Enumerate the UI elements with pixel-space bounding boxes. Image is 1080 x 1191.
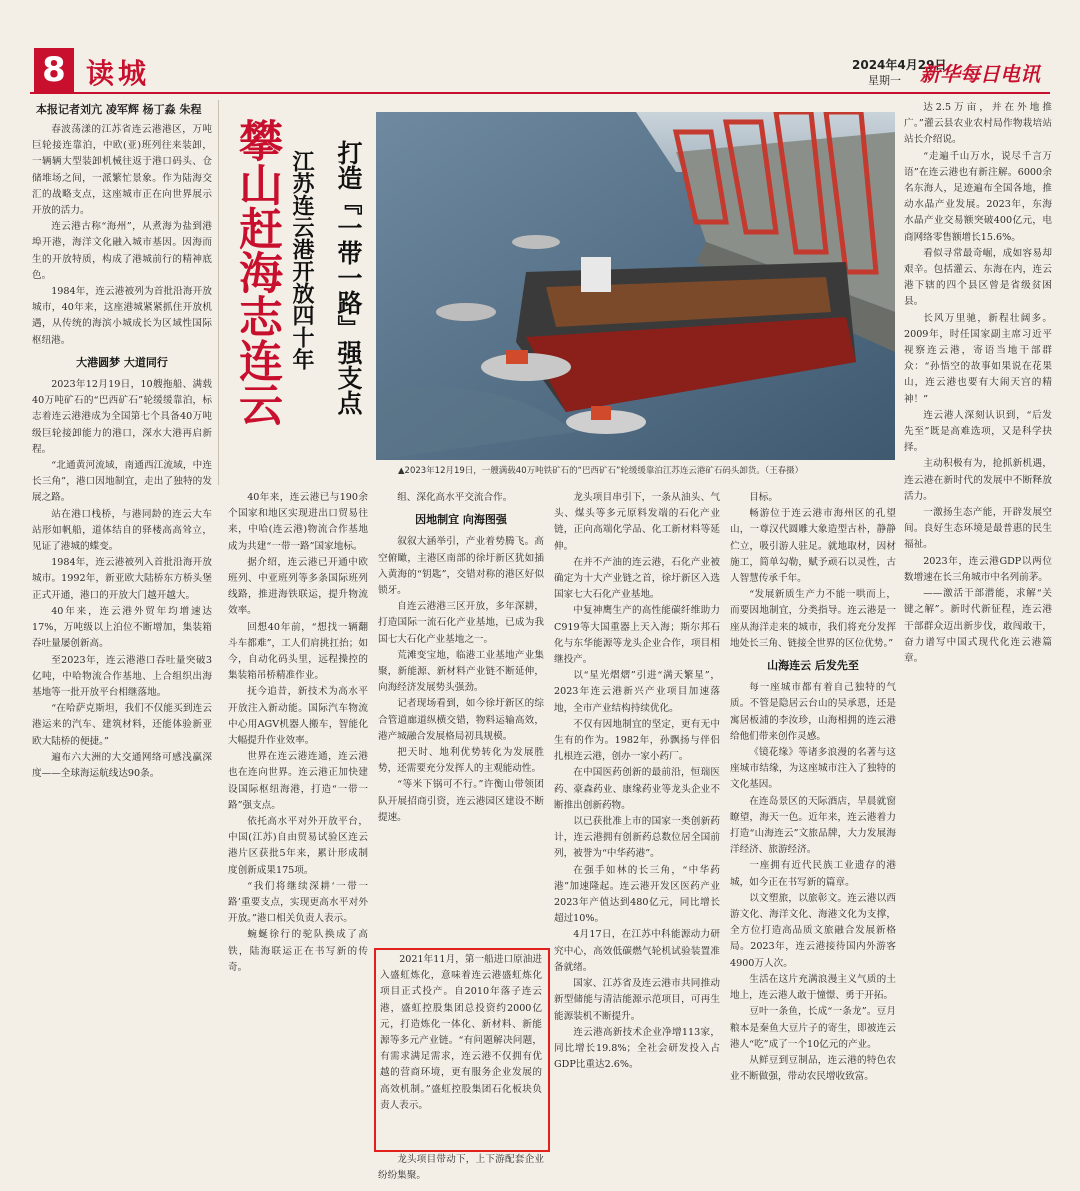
paragraph: 40年来，连云港外贸年均增速达17%，万吨级以上泊位不断增加，集装箱吞吐量屡创新高。 <box>32 605 212 650</box>
paragraph: 回想40年前，“想找一辆翻斗车都难”，工人们肩挑扛抬；如今，自动化码头里，远程操控的集装箱吊桥精准作业。 <box>228 621 368 682</box>
paragraph: 1984年，连云港被列为首批沿海开放城市，40年来，这座港城紧紧抓住开放机遇，从传统的海滨小城成长为区域性国际枢纽港。 <box>32 286 212 346</box>
paragraph: 春波荡漾的江苏省连云港港区，万吨巨轮接连靠泊，中欧(亚)班列往来装卸，一辆辆大型装卸机械往返于港口码头、仓储堆场之间，一派繁忙景象。作为陆海交汇的战略支点，这座城市正在向世界展示开放的活力。 <box>32 124 212 217</box>
paragraph: 连云港古称“海州”，从煮海为盐到港埠开港，海洋文化融入城市基因。因海而生的开放特质，构成了港城前行的精神底色。 <box>32 221 212 281</box>
paragraph: 2023年，连云港GDP以两位数增速在长三角城市中名列前茅。 <box>904 555 1052 583</box>
paragraph: 看似寻常最奇崛，成如容易却艰辛。包括灌云、东海在内，连云港下辖的四个县区曾是省级贫困县。 <box>904 247 1052 308</box>
paragraph: 把天时、地利优势转化为发展胜势，还需要充分发挥人的主观能动性。 <box>378 747 544 775</box>
paragraph: 站在港口栈桥，与港同龄的连云大车站形如帆船，道体结自的驿楼高高耸立，见证了港城的蝶变。 <box>32 508 212 553</box>
paragraph: 组、深化高水平交流合作。 <box>397 492 513 503</box>
article-column-3-tail <box>378 1152 544 1186</box>
paragraph: 目标。 <box>749 492 778 503</box>
paragraph: 一座拥有近代民族工业遗存的港城，如今正在书写新的篇章。 <box>730 860 896 888</box>
paragraph: 据介绍，连云港已开通中欧班列、中亚班列等多条国际班列线路，推进海铁联运，提升物流效率。 <box>228 556 368 617</box>
article-column-6 <box>904 100 1052 1160</box>
paragraph: 荒滩变宝地，临港工业基地产业集聚，新能源、新材料产业链不断延伸，向海经济发展势头强劲。 <box>378 649 544 694</box>
paragraph: 连云港人深刻认识到，“后发先至”既是高难选项，又是科学抉择。 <box>904 409 1052 454</box>
paragraph: 《镜花缘》等诸多浪漫的名著与这座城市结缘，为这座城市注入了独特的文化基因。 <box>730 747 896 791</box>
article-column-1 <box>32 122 212 1162</box>
section-title: 读城 <box>86 57 151 90</box>
paragraph: 4月17日，在江苏中科能源动力研究中心，高效低碳燃气轮机试验装置准备就绪。 <box>554 929 720 973</box>
headline-sub-2: 江苏连云港开放四十年 <box>289 150 314 370</box>
paragraph: 以“星光熠熠”引进“满天繁星”，2023年连云港新兴产业项目加速落地，全市产业结构持续优化。 <box>554 670 720 714</box>
paragraph: ——激活干部潜能，求解“关键之解”。新时代新征程，连云港干部群众迈出新步伐，敢闯敢干，奋力谱写中国式现代化连云港篇章。 <box>904 588 1052 664</box>
paragraph: 主动积极有为，抢抓新机遇，连云港在新时代的发展中不断释放活力。 <box>904 458 1052 502</box>
paragraph: 龙头项目串引下，一条从油头、气头、煤头等多元原料发端的石化产业链，正向高端化学品、化工新材料等延伸。 <box>554 492 720 552</box>
paragraph: 叙叙大涵举引，产业着势腾飞。高空俯瞰，主港区南部的徐圩新区犹如插入黄海的“钥匙”，交错对称的港区好似锁牙。 <box>378 536 544 597</box>
subheading-dagang: 大港圆梦 大道同行 <box>76 355 168 369</box>
paragraph: 畅游位于连云港市海州区的孔望山，一尊汉代圆雕大象造型古朴，静静伫立，吸引游人驻足。就地取材，因材施工，简单勾勒，赋予顽石以灵性，古人智慧传承千年。 <box>730 508 896 585</box>
column-divider <box>218 100 219 485</box>
page-header <box>0 0 1080 96</box>
paragraph: 以文塑旅，以旅彰文。连云港以西游文化、海洋文化、海港文化为支撑，全方位打造高品质文旅融合发展新格局。2023年，连云港接待国内外游客4900万人次。 <box>730 892 896 969</box>
paragraph: 自连云港港三区开放，多年深耕，打造国际一流石化产业基地，已成为我国七大石化产业基地之一。 <box>378 601 544 645</box>
paragraph: “我们将继续深耕‘一带一路’重要支点，实现更高水平对外开放。”港口相关负责人表示。 <box>228 880 368 925</box>
paragraph: 抚今追昔，新技术为高水平开放注入新动能。国际汽车物流中心用AGV机器人搬车，智能化大幅提升作业效率。 <box>228 686 368 747</box>
paragraph: 从鲜豆到豆制品，连云港的特色农业不断做强，带动农民增收致富。 <box>730 1054 896 1083</box>
byline: 本报记者刘亢 凌军辉 杨丁淼 朱程 <box>36 103 202 116</box>
paragraph: “发展新质生产力不能一哄而上，而要因地制宜，分类指导。连云港是一座从海洋走来的城市，我们将充分发挥地处长三角、链接全世界的区位优势。” <box>730 589 896 649</box>
paragraph: 以已获批准上市的国家一类创新药计，连云港拥有创新药总数位居全国前列，被誉为“中华药港”。 <box>554 816 720 860</box>
paragraph: 一激扬生态产能，开辟发展空间。良好生态环境是最普惠的民生福祉。 <box>904 507 1052 551</box>
paragraph: “北通黄河流域，南通西江流域，中连长三角”，港口因地制宜，走出了独特的发展之路。 <box>32 460 212 504</box>
photo-caption: ▲2023年12月19日，一艘满载40万吨铁矿石的“巴西矿石”轮缓缓靠泊江苏连云港矿石码头卸货。（王春摄） <box>398 466 804 476</box>
highlighted-paragraph <box>380 952 542 1146</box>
paragraph: 2021年11月，第一船进口原油进入盛虹炼化，意味着连云港盛虹炼化项目正式投产。自2010年落子连云港，盛虹控股集团总投资约2000亿元，打造炼化一体化、新材料、新能源等多元产业链。“有问题解决问题，有需求满足需求，连云港不仅拥有优越的营商环境，更有服务企业发展的高效机制。”盛虹控股集团石化板块负责人表示。 <box>380 954 542 1111</box>
paragraph: 长风万里驰，新程壮阔多。2009年，时任国家副主席习近平视察连云港，寄语当地干部群众：“孙悟空的故事如果说在花果山，连云港也要有大闹天宫的精神！” <box>904 312 1052 405</box>
paragraph: 遍布六大洲的大交通网络可感浅赢深度——全球海运航线达90条。 <box>32 751 212 779</box>
paragraph: “等米下锅可不行。”许衡山带领团队开展招商引资，连云港园区建设不断提速。 <box>378 779 544 823</box>
paragraph: 达2.5万亩，并在外地推广。”灌云县农业农村局作物栽培站站长介绍说。 <box>904 102 1052 146</box>
issue-weekday: 星期一 <box>868 74 901 87</box>
paragraph: 世界在连云港连通，连云港也在连向世界。连云港正加快建设国际枢纽海港，打造“一带一路”强支点。 <box>228 751 368 811</box>
paragraph: 40年来，连云港已与190余个国家和地区实现进出口贸易往来，中哈(连云港)物流合作基地成为共建“一带一路”国家地标。 <box>228 492 368 552</box>
header-rule <box>30 92 1050 94</box>
port-photo-illustration <box>376 112 895 460</box>
article-column-3 <box>378 490 544 946</box>
article-column-4 <box>554 490 720 1160</box>
paragraph: 在中国医药创新的最前沿，恒瑞医药、豪森药业、康缘药业等龙头企业不断推出创新药物。 <box>554 767 720 811</box>
paragraph: 国家、江苏省及连云港市共同推动新型储能与清洁能源示范项目，可再生能源装机不断提升。 <box>554 978 720 1022</box>
article-column-5 <box>730 490 896 1160</box>
paragraph: “在哈萨克斯坦，我们不仅能买到连云港运来的汽车、建筑材料，还能体验新亚欧大陆桥的便捷。” <box>32 703 212 747</box>
issue-date: 2024年4月29日 <box>852 58 947 72</box>
paragraph: 豆叶一条鱼，长成“一条龙”。豆月粮本是秦鱼大豆片子的寄生，即被连云港人“吃”成了一个10亿元的产业。 <box>730 1006 896 1050</box>
headline-sub-1: 打造『一带一路』强支点 <box>334 140 363 415</box>
port-photo <box>376 112 895 460</box>
page-number-badge: 8 <box>34 48 74 92</box>
paragraph: 在连岛景区的天际酒店，旱晨就窗瞭望，海天一色。近年来，连云港着力打造“山海连云”文旅品牌，大力发展海洋经济、旅游经济。 <box>730 795 896 856</box>
headline-main: 攀山赶海志连云 <box>231 118 282 426</box>
paragraph: 生活在这片充满浪漫主义气质的土地上，连云港人敢于憧憬、勇于开拓。 <box>730 973 896 1002</box>
paragraph: 连云港高新技术企业净增113家，同比增长19.8%；全社会研发投入占GDP比重达2.6%。 <box>554 1026 720 1071</box>
paragraph: 蜿蜒徐行的驼队换成了高铁，陆海联运正在书写新的传奇。 <box>228 929 368 973</box>
paragraph: “走遍千山万水，说尽千言万语”在连云港也有新注解。6000余名东海人，足迹遍布全国各地，推动水晶产业发展。2023年，东海水晶产业交易额突破400亿元，电商网络零售额增长15.6%。 <box>904 150 1052 243</box>
subheading-shanhai: 山海连云 后发先至 <box>767 659 859 673</box>
paragraph: 中复神鹰生产的高性能碳纤维助力C919等大国重器上天入海；斯尔邦石化与东华能源等龙头企业合作，项目相继投产。 <box>554 605 720 666</box>
paragraph: 龙头项目带动下，上下游配套企业纷纷集聚。 <box>378 1154 544 1182</box>
paragraph: 依托高水平对外开放平台，中国(江苏)自由贸易试验区连云港片区获批5年来，累计形成制度创新成果175项。 <box>228 816 368 876</box>
article-column-2 <box>228 490 368 1160</box>
paragraph: 2023年12月19日，10艘拖船、满载40万吨矿石的“巴西矿石”轮缓缓靠泊，标志着连云港港成为全国第七个具备40万吨级巨轮接卸能力的港口，深水大港再启新程。 <box>32 379 212 455</box>
paragraph: 记者现场看到，如今徐圩新区的综合管道廊道纵横交错，物料运输高效，港产城融合发展格局初具规模。 <box>378 698 544 742</box>
paragraph: 每一座城市都有着自己独特的气质。不管是隐居云台山的吴承恩，还是寓居板浦的李汝珍，山海相拥的连云港给他们带来创作灵感。 <box>730 682 896 742</box>
paragraph: 不仅有因地制宜的坚定，更有无中生有的作为。1982年，孙飘扬与伴侣扎根连云港，创办一家小药厂。 <box>554 718 720 763</box>
subheading-yindi: 因地制宜 向海图强 <box>415 513 507 527</box>
paragraph: 至2023年，连云港港口吞吐量突破3亿吨，中哈物流合作基地、上合组织出海基地等一批开放平台相继落地。 <box>32 654 212 698</box>
paragraph: 在并不产油的连云港，石化产业被确定为十大产业链之首，徐圩新区入选国家七大石化产业基地。 <box>554 556 720 601</box>
paragraph: 1984年，连云港被列入首批沿海开放城市。1992年，新亚欧大陆桥东方桥头堡正式开通，港口的开放大门越开越大。 <box>32 557 212 601</box>
masthead-logo: 新华每日电讯 <box>920 62 1040 86</box>
paragraph: 在强手如林的长三角，“中华药港”加速隆起。连云港开发区医药产业2023年产值达到480亿元，同比增长超过10%。 <box>554 864 720 925</box>
